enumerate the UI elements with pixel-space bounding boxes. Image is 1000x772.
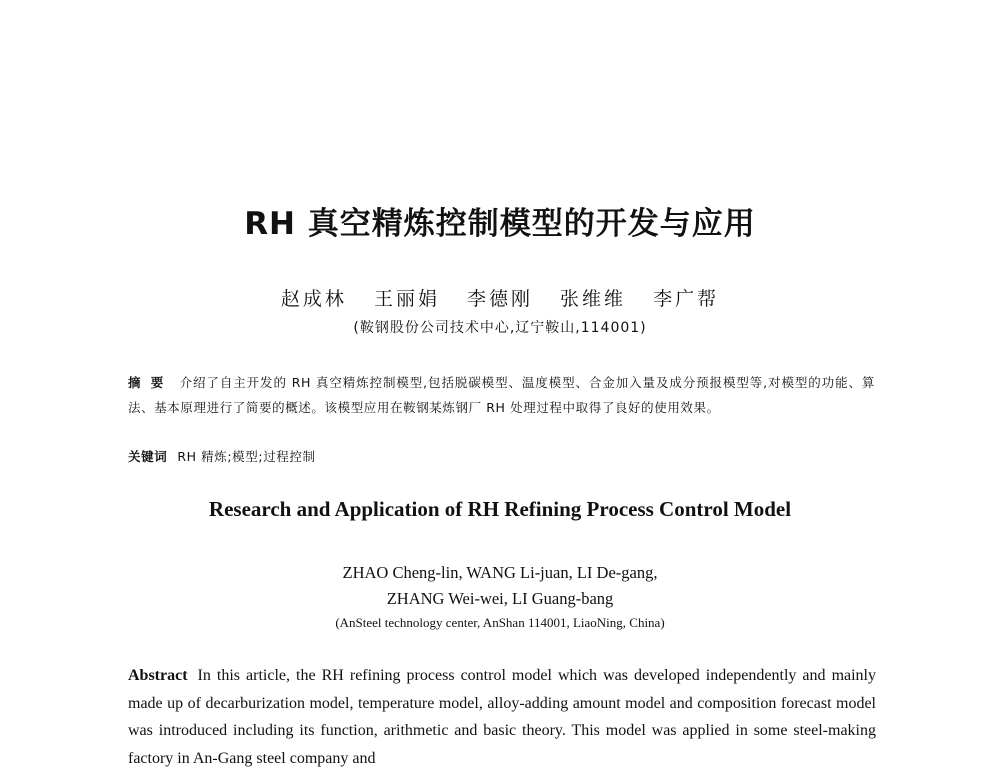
english-abstract (128, 662, 876, 772)
english-title: Research and Application of RH Refining Process Control Model (208, 497, 792, 521)
chinese-keywords-text: RH 精炼;模型;过程控制 (177, 449, 316, 464)
chinese-authors: 赵成林 王丽娟 李德刚 张维维 李广帮 (280, 288, 720, 310)
chinese-abstract-label: 摘要 (128, 375, 174, 390)
english-authors-line-1: ZHAO Cheng-lin, WANG Li-juan, LI De-gang, (342, 563, 658, 582)
english-abstract-label: Abstract (128, 667, 188, 684)
chinese-title: RH 真空精炼控制模型的开发与应用 (244, 206, 756, 242)
chinese-affiliation: (鞍钢股份公司技术中心,辽宁鞍山,114001) (353, 320, 647, 336)
chinese-keywords (128, 444, 875, 469)
english-authors-line-2: ZHANG Wei-wei, LI Guang-bang (386, 589, 614, 608)
english-abstract-text: In this article, the RH refining process control model which was developed independently and mainly made up of decarburization model, temperature model, alloy-adding amount model and composition forecast model was introduced including its function, arithmetic and basic theory. This model was applied in some steel-making factory in An-Gang steel company and (128, 667, 876, 767)
chinese-abstract-text: 介绍了自主开发的 RH 真空精炼控制模型,包括脱碳模型、温度模型、合金加入量及成分预报模型等,对模型的功能、算法、基本原理进行了简要的概述。该模型应用在鞍钢某炼钢厂 RH 处理过程中取得了良好的使用效果。 (128, 375, 875, 415)
chinese-keywords-label: 关键词 (128, 449, 168, 464)
chinese-abstract (128, 370, 875, 420)
english-authors (0, 560, 1000, 612)
english-affiliation: (AnSteel technology center, AnShan 114001, LiaoNing, China) (335, 615, 665, 630)
